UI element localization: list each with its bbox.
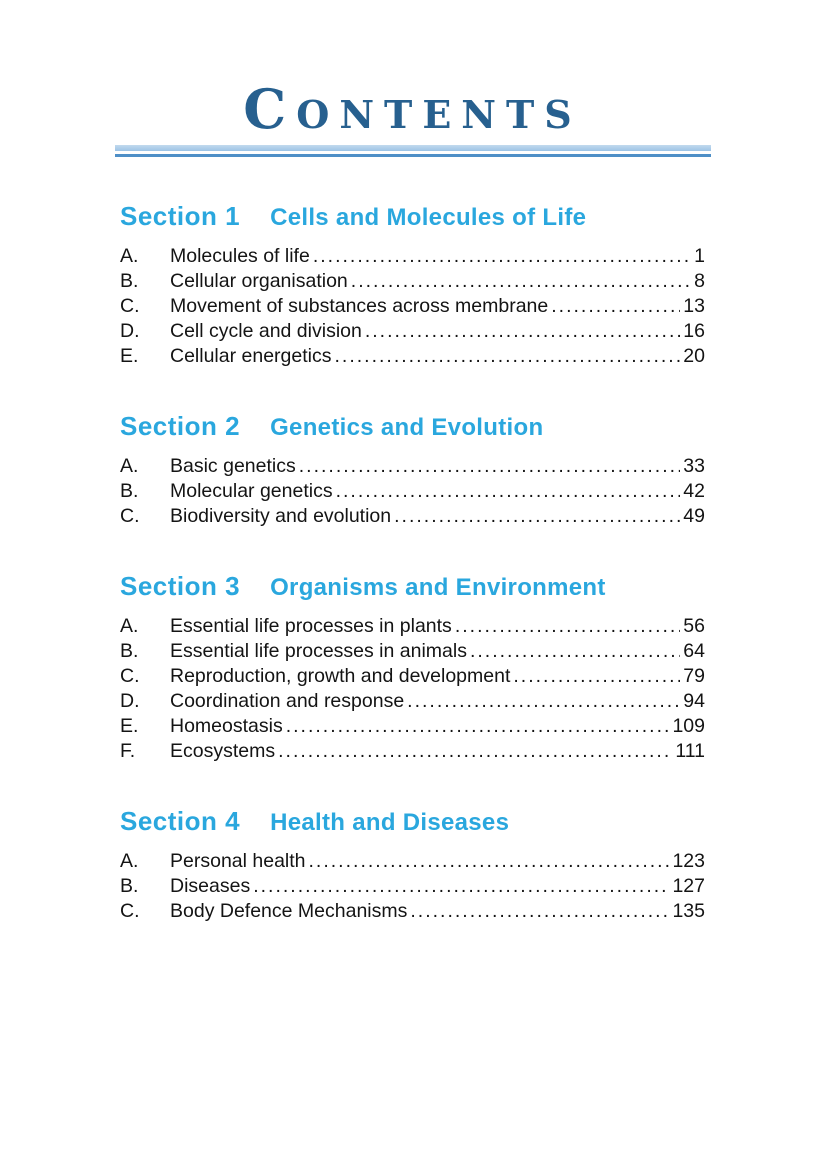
entry-title: Molecular genetics — [170, 480, 333, 503]
section-label: Section 4 — [120, 806, 241, 837]
section-heading — [120, 411, 705, 442]
toc-entry — [120, 714, 705, 739]
toc-entry — [120, 739, 705, 764]
entry-title: Body Defence Mechanisms — [170, 900, 408, 923]
entry-title: Molecules of life — [170, 245, 310, 268]
dot-leader — [313, 244, 691, 269]
toc-entry — [120, 899, 705, 924]
toc-entry — [120, 614, 705, 639]
entry-page: 16 — [683, 320, 705, 343]
toc-entry — [120, 689, 705, 714]
section-heading — [120, 571, 705, 602]
entry-title: Coordination and response — [170, 690, 405, 713]
entry-page: 42 — [683, 480, 705, 503]
section-title: Organisms and Environment — [270, 574, 606, 602]
entry-page: 56 — [683, 615, 705, 638]
toc-entry — [120, 344, 705, 369]
dot-leader — [286, 714, 670, 739]
section-label: Section 3 — [120, 571, 241, 602]
entry-letter: E. — [120, 715, 139, 738]
rule-thin-bar — [115, 154, 711, 157]
entry-letter: A. — [120, 850, 139, 873]
entry-page: 123 — [672, 850, 705, 873]
dot-leader — [470, 639, 680, 664]
entry-title: Reproduction, growth and development — [170, 665, 511, 688]
entry-page: 8 — [694, 270, 705, 293]
entry-letter: D. — [120, 690, 140, 713]
entry-title: Personal health — [170, 850, 306, 873]
entry-title: Essential life processes in animals — [170, 640, 467, 663]
entry-title: Homeostasis — [170, 715, 283, 738]
section-heading — [120, 201, 705, 232]
toc-entry — [120, 664, 705, 689]
rule-thick-bar — [115, 145, 711, 151]
entry-letter: C. — [120, 505, 140, 528]
toc-entry — [120, 874, 705, 899]
entry-page: 64 — [683, 640, 705, 663]
entry-letter: C. — [120, 665, 140, 688]
section-heading — [120, 806, 705, 837]
toc-entry — [120, 244, 705, 269]
toc-entry — [120, 294, 705, 319]
entry-letter: B. — [120, 875, 139, 898]
toc-section-4 — [120, 806, 705, 924]
section-entries — [120, 454, 705, 529]
entry-page: 94 — [683, 690, 705, 713]
dot-leader — [336, 479, 681, 504]
entry-letter: A. — [120, 455, 139, 478]
entry-page: 79 — [683, 665, 705, 688]
toc-entry — [120, 849, 705, 874]
toc-section-1 — [120, 201, 705, 369]
section-title: Cells and Molecules of Life — [270, 204, 587, 232]
dot-leader — [455, 614, 680, 639]
entry-title: Cellular organisation — [170, 270, 348, 293]
dot-leader — [299, 454, 681, 479]
entry-title: Diseases — [170, 875, 251, 898]
table-of-contents — [120, 201, 705, 924]
entry-letter: D. — [120, 320, 140, 343]
dot-leader — [335, 344, 681, 369]
entry-page: 20 — [683, 345, 705, 368]
entry-title: Essential life processes in plants — [170, 615, 452, 638]
entry-page: 111 — [675, 740, 705, 763]
entry-letter: A. — [120, 615, 139, 638]
dot-leader — [309, 849, 670, 874]
entry-page: 127 — [672, 875, 705, 898]
entry-page: 13 — [683, 295, 705, 318]
title-rule — [115, 145, 711, 157]
entry-letter: B. — [120, 480, 139, 503]
toc-entry — [120, 504, 705, 529]
dot-leader — [253, 874, 669, 899]
section-label: Section 1 — [120, 201, 241, 232]
entry-letter: E. — [120, 345, 139, 368]
entry-title: Basic genetics — [170, 455, 296, 478]
dot-leader — [551, 294, 680, 319]
entry-letter: B. — [120, 640, 139, 663]
entry-letter: C. — [120, 900, 140, 923]
toc-entry — [120, 269, 705, 294]
section-title: Health and Diseases — [270, 809, 510, 837]
toc-entry — [120, 639, 705, 664]
page-title: Contents — [243, 77, 582, 141]
entry-page: 109 — [672, 715, 705, 738]
entry-page: 135 — [672, 900, 705, 923]
toc-entry — [120, 479, 705, 504]
entry-title: Biodiversity and evolution — [170, 505, 392, 528]
entry-letter: A. — [120, 245, 139, 268]
entry-title: Cell cycle and division — [170, 320, 362, 343]
section-label: Section 2 — [120, 411, 241, 442]
entry-title: Cellular energetics — [170, 345, 332, 368]
toc-entry — [120, 454, 705, 479]
entry-page: 1 — [694, 245, 705, 268]
toc-section-3 — [120, 571, 705, 764]
dot-leader — [407, 689, 680, 714]
section-entries — [120, 614, 705, 764]
dot-leader — [513, 664, 680, 689]
entry-letter: B. — [120, 270, 139, 293]
entry-title: Ecosystems — [170, 740, 276, 763]
toc-entry — [120, 319, 705, 344]
dot-leader — [351, 269, 691, 294]
dot-leader — [410, 899, 669, 924]
section-entries — [120, 244, 705, 369]
entry-title: Movement of substances across membrane — [170, 295, 549, 318]
entry-letter: F. — [120, 740, 136, 763]
entry-letter: C. — [120, 295, 140, 318]
dot-leader — [394, 504, 680, 529]
section-entries — [120, 849, 705, 924]
dot-leader — [365, 319, 680, 344]
toc-section-2 — [120, 411, 705, 529]
entry-page: 49 — [683, 505, 705, 528]
dot-leader — [278, 739, 672, 764]
section-title: Genetics and Evolution — [270, 414, 544, 442]
entry-page: 33 — [683, 455, 705, 478]
